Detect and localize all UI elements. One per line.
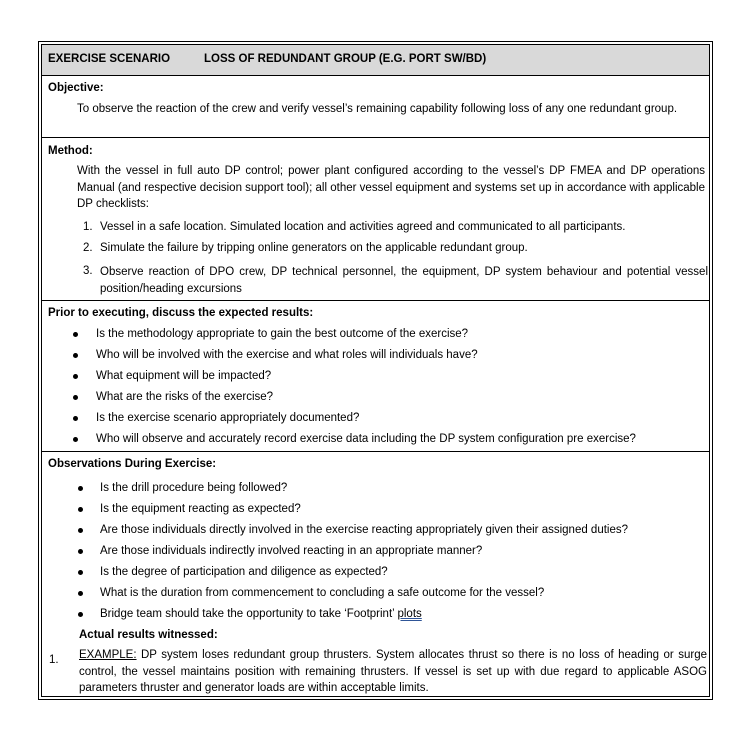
observation-item: What is the duration from commencement to concluding a safe outcome for the vessel? <box>100 587 545 599</box>
observation-item-footprint <box>100 607 422 621</box>
scenario-header <box>42 45 709 75</box>
method-heading: Method: <box>48 145 93 157</box>
example-label: EXAMPLE: <box>79 649 137 661</box>
divider <box>42 75 709 76</box>
bullet-icon <box>78 549 83 554</box>
bullet-icon <box>78 612 83 617</box>
result-example-text <box>79 647 707 697</box>
bullet-icon <box>73 374 78 379</box>
objective-heading: Objective: <box>48 82 104 94</box>
prior-item: Is the methodology appropriate to gain the best outcome of the exercise? <box>96 328 469 340</box>
result-number: 1. <box>49 654 59 666</box>
bullet-icon <box>73 353 78 358</box>
example-body: DP system loses redundant group thrusters. System allocates thrust so there is no loss of heading or surge control, the vessel maintains position with remaining thrusters. If vessel is set up with due regard to applicable ASOG parameters thruster and generator loads are within acceptable limits. <box>79 649 707 694</box>
observation-item: Are those individuals directly involved in the exercise reacting appropriately given their assigned duties? <box>100 524 629 536</box>
step-text: Vessel in a safe location. Simulated location and activities agreed and communicated to all participants. <box>100 221 626 233</box>
step-text: Observe reaction of DPO crew, DP technical personnel, the equipment, DP system behaviour and potential vessel position/heading excursions <box>100 266 708 295</box>
results-heading: Actual results witnessed: <box>79 629 218 641</box>
method-intro: With the vessel in full auto DP control; power plant configured according to the vessel’s DP FMEA and DP operations Manual (and respective decision support tool); all other vessel equipment and systems set up in accordance with applicable DP checklists: <box>77 165 705 210</box>
bullet-icon <box>78 486 83 491</box>
bullet-icon <box>78 507 83 512</box>
footprint-text: Bridge team should take the opportunity to take ‘Footprint’ <box>100 608 398 620</box>
bullet-icon <box>78 591 83 596</box>
prior-item: Who will observe and accurately record exercise data including the DP system configuration pre exercise? <box>96 433 636 445</box>
observation-item: Is the drill procedure being followed? <box>100 482 288 494</box>
step-text: Simulate the failure by tripping online generators on the applicable redundant group. <box>100 242 528 254</box>
step-number: 1. <box>83 221 93 233</box>
step-number: 3. <box>83 265 93 277</box>
prior-item: What equipment will be impacted? <box>96 370 272 382</box>
bullet-icon <box>73 332 78 337</box>
observation-item: Is the equipment reacting as expected? <box>100 503 301 515</box>
objective-text: To observe the reaction of the crew and verify vessel’s remaining capability following loss of any one redundant group. <box>77 103 678 115</box>
divider <box>42 300 709 301</box>
bullet-icon <box>78 570 83 575</box>
prior-item: Who will be involved with the exercise and what roles will individuals have? <box>96 349 478 361</box>
step-number: 2. <box>83 242 93 254</box>
bullet-icon <box>73 437 78 442</box>
prior-item: What are the risks of the exercise? <box>96 391 274 403</box>
divider <box>42 451 709 452</box>
scenario-title: LOSS OF REDUNDANT GROUP (E.G. PORT SW/BD) <box>204 53 487 65</box>
bullet-icon <box>73 395 78 400</box>
plots-link[interactable]: plots <box>397 608 422 620</box>
scenario-label: EXERCISE SCENARIO <box>48 53 171 65</box>
observations-heading: Observations During Exercise: <box>48 458 217 470</box>
prior-heading: Prior to executing, discuss the expected results: <box>48 307 314 319</box>
prior-item: Is the exercise scenario appropriately documented? <box>96 412 360 424</box>
observation-item: Are those individuals indirectly involved reacting in an appropriate manner? <box>100 545 483 557</box>
bullet-icon <box>78 528 83 533</box>
divider <box>42 137 709 138</box>
observation-item: Is the degree of participation and diligence as expected? <box>100 566 388 578</box>
bullet-icon <box>73 416 78 421</box>
